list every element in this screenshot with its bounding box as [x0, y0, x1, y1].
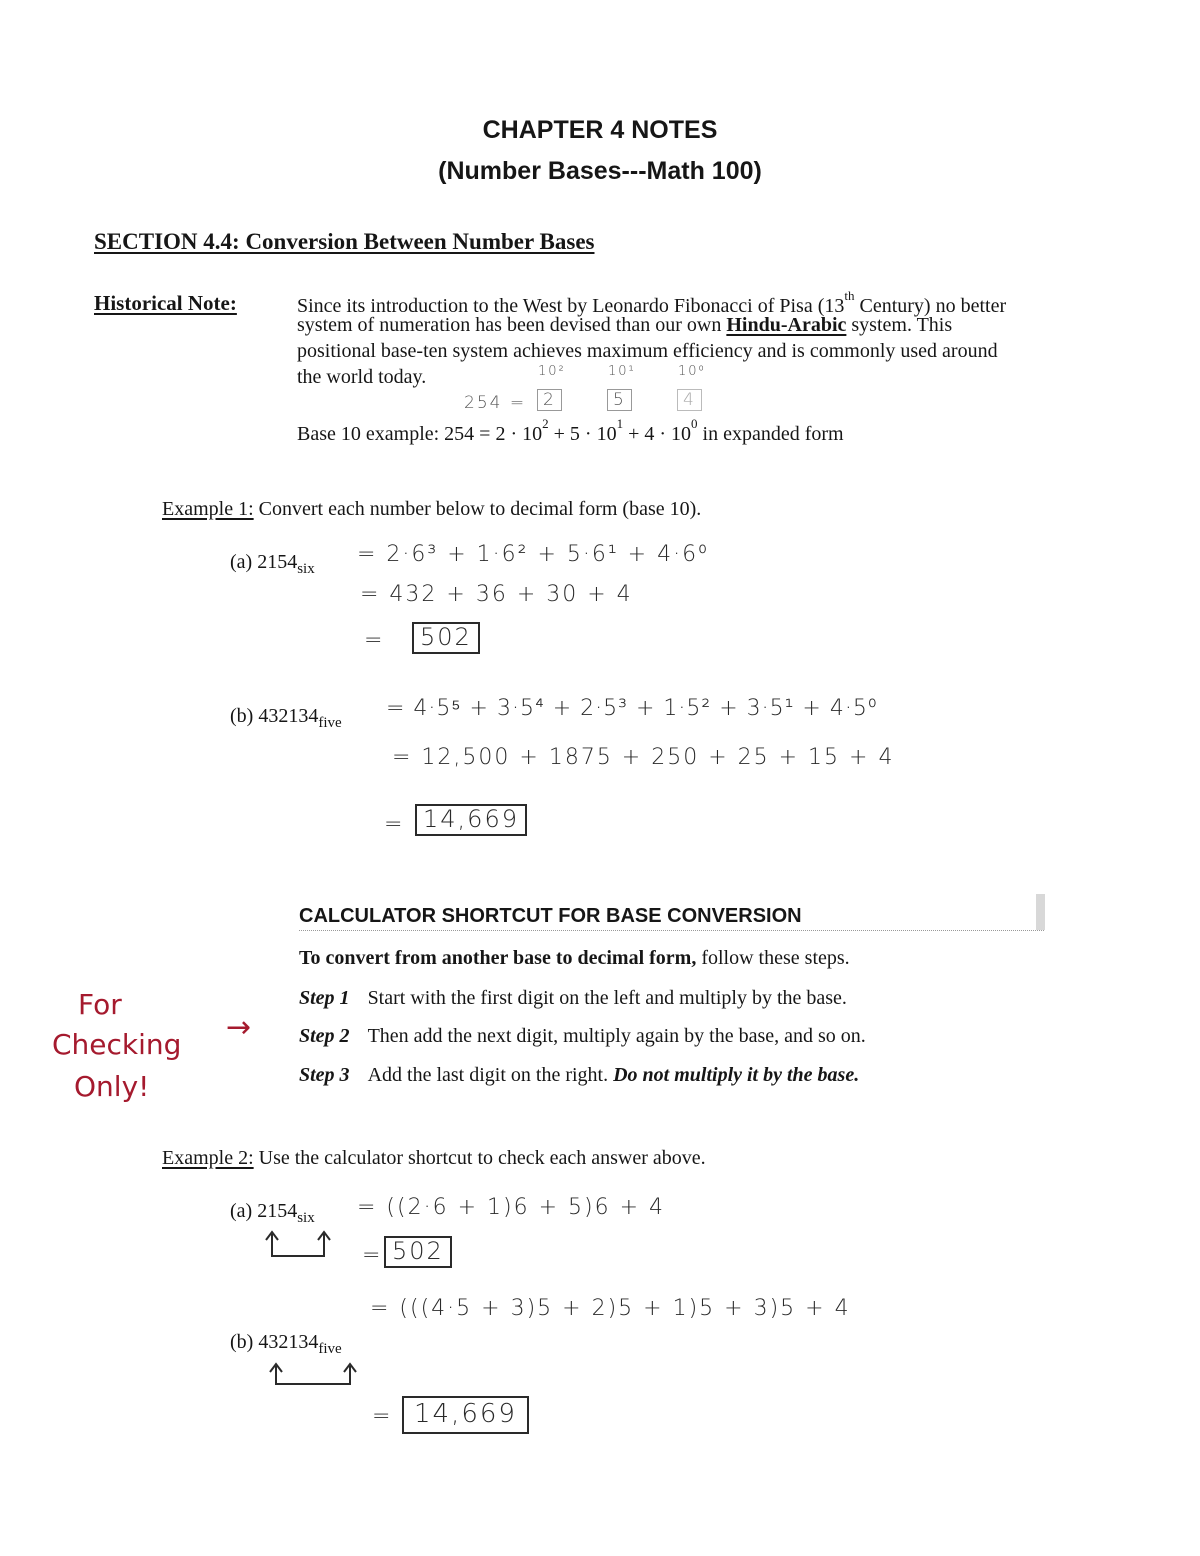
example1-a-answer: 502: [412, 622, 480, 654]
example2-b-arrow-icon: [262, 1356, 366, 1392]
example1-b-expansion: = 4·5⁵ + 3·5⁴ + 2·5³ + 1·5² + 3·5¹ + 4·5⁰: [386, 696, 878, 721]
historical-note-label: Historical Note:: [94, 291, 237, 315]
page-title: CHAPTER 4 NOTES: [482, 116, 718, 144]
side-note-line-3: Only!: [74, 1070, 150, 1103]
example2-b-label: (b) $432134_{five}$: [230, 1331, 342, 1357]
example1-b-values: = 12,500 + 1875 + 250 + 25 + 15 + 4: [392, 745, 895, 770]
base10-example: Base 10 example: $254 = 2 \cdot 10^2 + 5 \cdot 10^1 + 4 \cdot 10^0$ in expanded form: [297, 416, 844, 445]
example2-heading: Example 2: Use the calculator shortcut to check each answer above.: [162, 1147, 706, 1169]
example2-a-answer: 502: [384, 1236, 452, 1268]
side-note-line-2: Checking: [52, 1028, 182, 1061]
example1-b-answer: 14,669: [415, 804, 527, 836]
page-subtitle: (Number Bases---Math 100): [438, 157, 762, 185]
example2-b-expression: = (((4·5 + 3)5 + 2)5 + 1)5 + 3)5 + 4: [370, 1296, 851, 1321]
calculator-step-2: Step 2 Then add the next digit, multiply again by the base, and so on.: [299, 1025, 866, 1047]
historical-note-line-1: Since its introduction to the West by Leonardo Fibonacci of Pisa (13th Century) no better: [297, 288, 1007, 317]
example1-a-label: (a) $2154_{six}$: [230, 551, 315, 577]
step-label: Step 1: [299, 987, 350, 1009]
side-note-line-1: For: [78, 988, 122, 1021]
calculator-heading-edge: [1036, 894, 1045, 930]
annotation-power-3: 10⁰: [678, 364, 706, 379]
annotation-equation: 254 =: [464, 393, 527, 413]
hindu-arabic-term: Hindu-Arabic: [726, 314, 847, 336]
annotation-digit-3: 4: [677, 389, 702, 411]
historical-note-line-3: positional base-ten system achieves maximum efficiency and is commonly used around: [297, 340, 998, 362]
calculator-step-1: Step 1 Start with the first digit on the left and multiply by the base.: [299, 987, 847, 1009]
calculator-heading-rule: [299, 930, 1044, 931]
calculator-intro: To convert from another base to decimal form, follow these steps.: [299, 947, 850, 969]
example2-a-equals: =: [362, 1243, 383, 1268]
example1-a-expansion: = 2·6³ + 1·6² + 5·6¹ + 4·6⁰: [357, 542, 709, 567]
historical-note-line-4: the world today.: [297, 366, 427, 388]
example2-a-label: (a) $2154_{six}$: [230, 1200, 315, 1226]
example1-b-label: (b) $432134_{five}$: [230, 705, 342, 731]
example2-b-equals: =: [372, 1404, 393, 1429]
example1-a-values: = 432 + 36 + 30 + 4: [360, 582, 633, 607]
arrow-right-icon: →: [226, 1010, 252, 1045]
step-label: Step 3: [299, 1064, 350, 1086]
example1-a-equals: =: [364, 628, 385, 653]
example2-a-arrow-icon: [262, 1224, 342, 1264]
annotation-digit-2: 5: [607, 389, 632, 411]
example2-a-expression: = ((2·6 + 1)6 + 5)6 + 4: [357, 1195, 665, 1220]
annotation-power-2: 10¹: [608, 364, 636, 379]
historical-note-line-2: system of numeration has been devised than our own Hindu-Arabic system. This: [297, 314, 953, 336]
annotation-digit-1: 2: [537, 389, 562, 411]
example1-heading: Example 1: Convert each number below to decimal form (base 10).: [162, 498, 702, 520]
section-heading: SECTION 4.4: Conversion Between Number Bases: [94, 229, 595, 254]
example1-b-equals: =: [384, 812, 405, 837]
calculator-step-3: Step 3 Add the last digit on the right. Do not multiply it by the base.: [299, 1064, 860, 1086]
calculator-heading: CALCULATOR SHORTCUT FOR BASE CONVERSION: [299, 905, 802, 927]
annotation-power-1: 10²: [538, 364, 566, 379]
step-label: Step 2: [299, 1025, 350, 1047]
example2-b-answer: 14,669: [402, 1396, 529, 1434]
